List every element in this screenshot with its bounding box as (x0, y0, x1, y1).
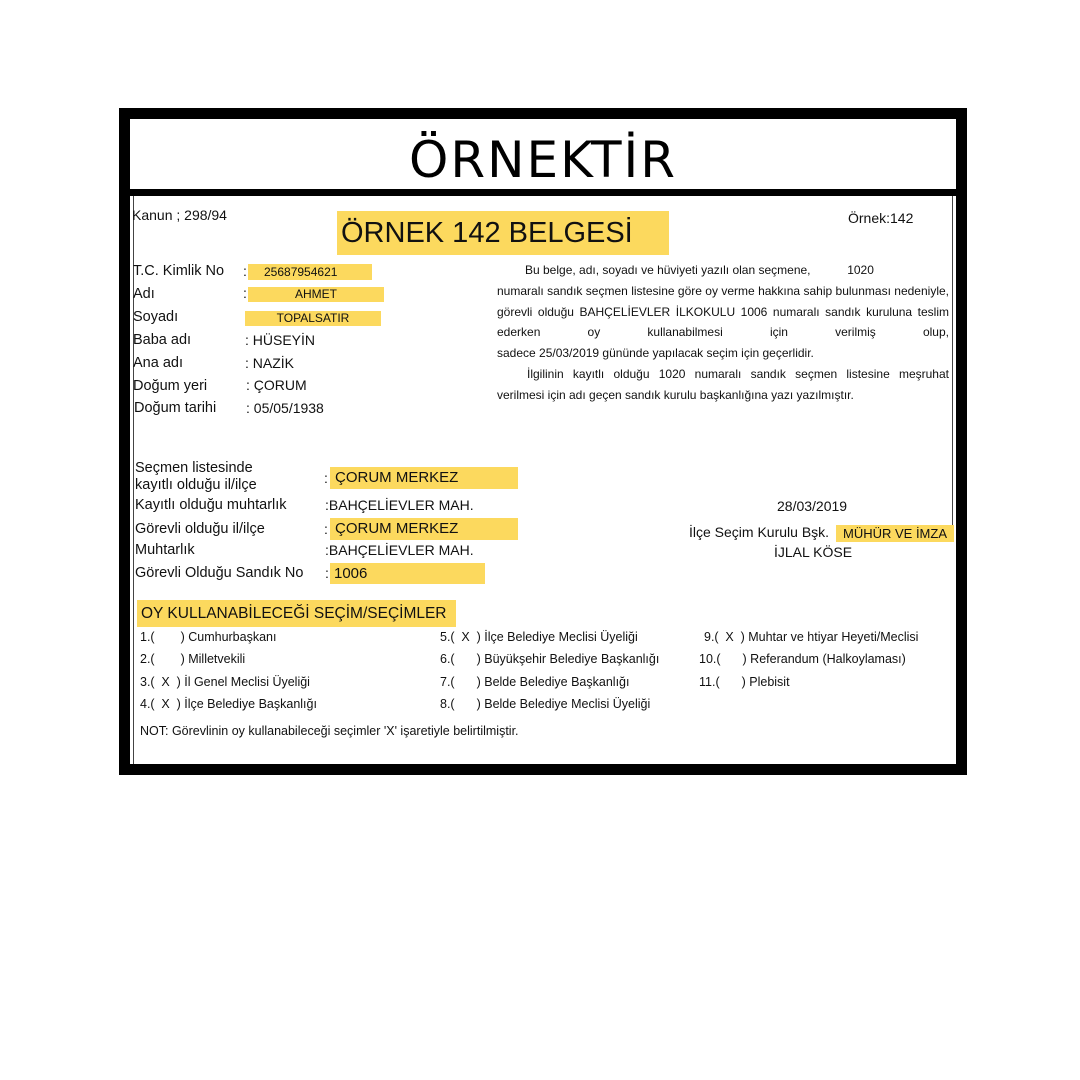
statement-body: numaralı sandık seçmen listesine göre oy verme hakkına sahip bulunması nedeniyle, görevli olduğu BAHÇELİEVLER İLKOKULU 1006 numaralı sandık kuruluna teslim ederken oy kullanabilmesi için verilmiş olup, (497, 283, 949, 340)
elections-heading: OY KULLANABİLECEĞİ SEÇİM/SEÇİMLER (137, 600, 456, 627)
voter-list-separator: : (324, 470, 328, 486)
election-item: 1.( ) Cumhurbaşkanı (140, 630, 277, 644)
name-value: AHMET (248, 287, 384, 302)
elections-note: NOT: Görevlinin oy kullanabileceği seçimler 'X' işaretiyle belirtilmiştir. (140, 724, 519, 738)
father-label: Baba adı (133, 332, 192, 348)
name-label: Adı (133, 286, 155, 302)
signature-name: İJLAL KÖSE (774, 544, 853, 560)
scan-edge-line-right (952, 196, 953, 526)
election-item: 3.( X ) İl Genel Meclisi Üyeliği (140, 675, 310, 689)
birthplace-label: Doğum yeri (133, 378, 208, 394)
registered-muhtar-label: Kayıtlı olduğu muhtarlık (135, 497, 287, 513)
election-item: 7.( ) Belde Belediye Başkanlığı (440, 675, 630, 689)
tc-value: 25687954621 (248, 264, 372, 280)
scan-edge-line (133, 196, 134, 764)
box-no-label: Görevli Olduğu Sandık No (135, 565, 304, 581)
tc-separator: : (243, 263, 247, 279)
box-no-value: 1006 (330, 563, 485, 584)
statement-validity: sadece 25/03/2019 gününde yapılacak seçim için geçerlidir. (497, 346, 814, 361)
duty-district-separator: : (324, 521, 328, 537)
tc-label: T.C. Kimlik No (133, 263, 225, 279)
document-frame (119, 108, 967, 775)
document-title: ÖRNEK 142 BELGESİ (337, 211, 669, 255)
voter-list-value: ÇORUM MERKEZ (330, 467, 518, 489)
statement-annotation: İlgilinin kayıtlı olduğu 1020 numaralı sandık seçmen listesine meşruhat (527, 366, 949, 381)
statement-annotation-end: verilmesi için adı geçen sandık kurulu başkanlığına yazı yazılmıştır. (497, 387, 854, 402)
duty-district-value: ÇORUM MERKEZ (330, 518, 518, 540)
surname-label: Soyadı (133, 309, 179, 325)
mother-label: Ana adı (133, 355, 183, 371)
box-no-separator: : (325, 565, 329, 581)
election-item: 9.( X ) Muhtar ve htiyar Heyeti/Meclisi (704, 630, 919, 644)
name-separator: : (243, 285, 247, 301)
muhtar-value: :BAHÇELİEVLER MAH. (325, 542, 474, 558)
registered-muhtar-value: :BAHÇELİEVLER MAH. (325, 497, 474, 513)
statement-line1: Bu belge, adı, soyadı ve hüviyeti yazılı olan seçmene, (525, 263, 811, 277)
election-item: 8.( ) Belde Belediye Meclisi Üyeliği (440, 697, 651, 711)
birthdate-label: Doğum tarihi (134, 400, 217, 416)
law-reference: Kanun ; 298/94 (132, 207, 227, 223)
voter-list-label-2: kayıtlı olduğu il/ilçe (135, 477, 257, 493)
duty-district-label: Görevli olduğu il/ilçe (135, 521, 265, 537)
election-item: 10.( ) Referandum (Halkoylaması) (699, 652, 906, 666)
document-142 (130, 196, 956, 764)
mother-value: : NAZİK (245, 355, 295, 371)
election-item: 6.( ) Büyükşehir Belediye Başkanlığı (440, 652, 660, 666)
form-number: Örnek:142 (848, 210, 914, 226)
signature-title: İlçe Seçim Kurulu Bşk. (689, 524, 830, 540)
birthdate-value: : 05/05/1938 (246, 400, 324, 416)
surname-value: TOPALSATIR (245, 311, 381, 326)
signature-date: 28/03/2019 (777, 498, 848, 514)
muhtar-label: Muhtarlık (135, 542, 195, 558)
election-item: 5.( X ) İlçe Belediye Meclisi Üyeliği (440, 630, 638, 644)
stamp-placeholder: MÜHÜR VE İMZA (836, 525, 954, 542)
voter-list-label-1: Seçmen listesinde (135, 460, 253, 476)
father-value: : HÜSEYİN (245, 332, 316, 348)
statement-voter-list-no: 1020 (847, 263, 874, 277)
statement-paragraph (497, 260, 949, 406)
election-item: 4.( X ) İlçe Belediye Başkanlığı (140, 697, 317, 711)
election-item: 11.( ) Plebisit (699, 675, 790, 689)
sample-watermark-banner: ÖRNEKTİR (130, 119, 956, 196)
election-item: 2.( ) Milletvekili (140, 652, 246, 666)
birthplace-value: : ÇORUM (246, 377, 307, 393)
